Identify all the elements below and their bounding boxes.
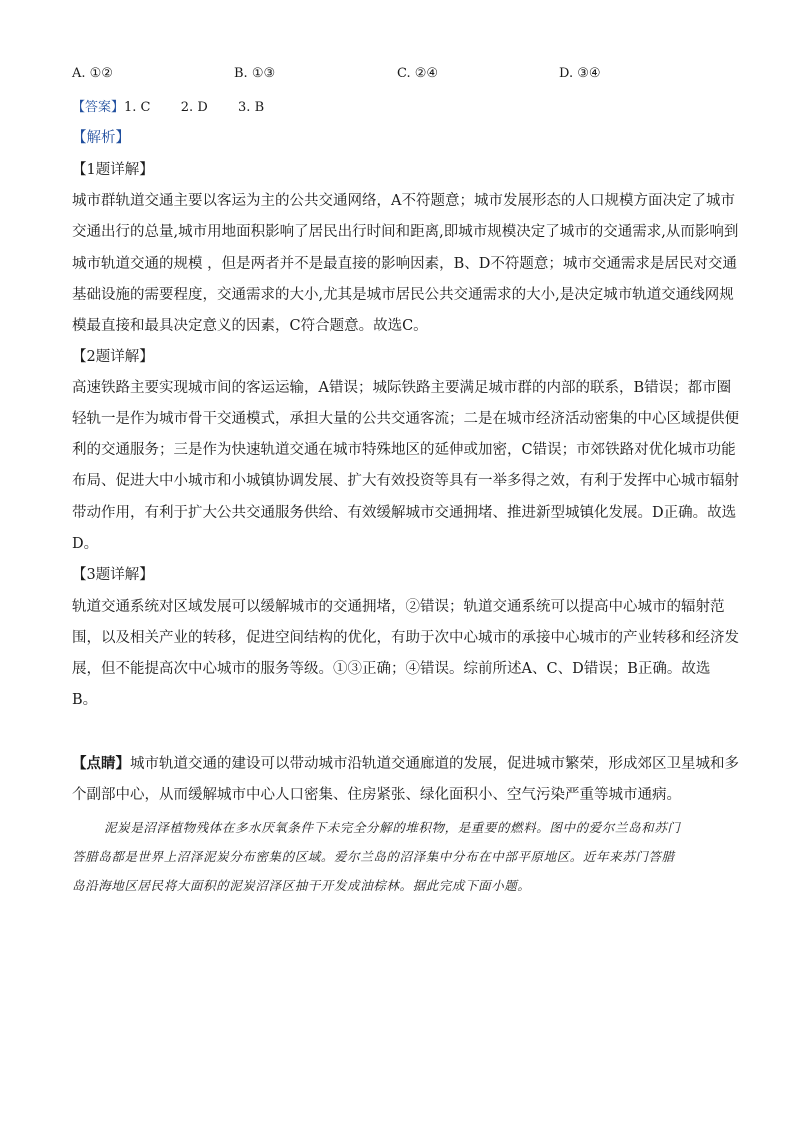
q1-line: 城市轨道交通的规模 ，但是两者并不是最直接的影响因素，B、D不符题意；城市交通需求是居民对交通 (72, 256, 737, 272)
q2-line: 轻轨一是作为城市骨干交通模式，承担大量的公共交通客流；二是在城市经济活动密集的中心区域提供便 (72, 411, 739, 427)
answer-item-1: 1. C (124, 100, 151, 115)
option-a: A. ①② (72, 66, 113, 81)
q2-line: D。 (72, 536, 99, 552)
q2-line: 利的交通服务；三是作为快速轨道交通在城市特殊地区的延伸或加密，C错误；市郊铁路对优化城市功能 (72, 442, 736, 458)
option-b: B. ①③ (234, 66, 276, 81)
option-c: C. ②④ (397, 66, 439, 81)
answer-item-3: 3. B (238, 100, 265, 115)
q3-line: 轨道交通系统对区域发展可以缓解城市的交通拥堵，②错误；轨道交通系统可以提高中心城市的辐射范 (72, 599, 725, 615)
passage-line: 泥炭是沼泽植物残体在多水厌氧条件下未完全分解的堆积物，是重要的燃料。图中的爱尔兰岛和苏门 (104, 820, 681, 835)
passage-line: 岛沿海地区居民将大面积的泥炭沼泽区抽干开发成油棕林。据此完成下面小题。 (72, 878, 531, 893)
tip-text: 城市轨道交通的建设可以带动城市沿轨道交通廊道的发展，促进城市繁荣，形成郊区卫星城和多 (130, 756, 739, 772)
answer-label: 【答案】 (72, 100, 125, 115)
q1-line: 交通出行的总量,城市用地面积影响了居民出行时间和距离,即城市规模决定了城市的交通需求,从而影响到 (72, 224, 739, 240)
q1-heading: 【1题详解】 (72, 162, 154, 178)
answer-line (72, 98, 264, 118)
q3-line: 展，但不能提高次中心城市的服务等级。①③正确；④错误。综前所述A、C、D错误；B正确。故选 (72, 661, 711, 677)
passage-line: 答腊岛都是世界上沼泽泥炭分布密集的区域。爱尔兰岛的沼泽集中分布在中部平原地区。近年来苏门答腊 (72, 849, 675, 864)
q3-heading: 【3题详解】 (72, 567, 154, 583)
analysis-label: 【解析】 (72, 130, 130, 146)
tip-line (72, 754, 739, 774)
q1-line: 城市群轨道交通主要以客运为主的公共交通网络，A不符题意；城市发展形态的人口规模方面决定了城市 (72, 193, 735, 209)
q2-line: 高速铁路主要实现城市间的客运运输，A错误；城际铁路主要满足城市群的内部的联系，B错误；都市圈 (72, 380, 732, 396)
q2-line: 布局、促进大中小城市和小城镇协调发展、扩大有效投资等具有一举多得之效，有利于发挥中心城市辐射 (72, 473, 739, 489)
tip-label: 【点睛】 (72, 755, 130, 772)
answer-options (72, 66, 732, 86)
q3-line: 围，以及相关产业的转移，促进空间结构的优化，有助于次中心城市的承接中心城市的产业转移和经济发 (72, 630, 739, 646)
q2-heading: 【2题详解】 (72, 349, 154, 365)
tip-line: 个副部中心，从而缓解城市中心人口密集、住房紧张、绿化面积小、空气污染严重等城市通病。 (72, 787, 681, 803)
option-d: D. ③④ (559, 66, 601, 81)
q3-line: B。 (72, 692, 98, 708)
q1-line: 基础设施的需要程度，交通需求的大小,尤其是城市居民公共交通需求的大小,是决定城市轨道交通线网规 (72, 287, 734, 303)
q2-line: 带动作用，有利于扩大公共交通服务供给、有效缓解城市交通拥堵、推进新型城镇化发展。D正确。故选 (72, 505, 737, 521)
answer-item-2: 2. D (180, 100, 208, 115)
q1-line: 模最直接和最具决定意义的因素，C符合题意。故选C。 (72, 318, 428, 334)
